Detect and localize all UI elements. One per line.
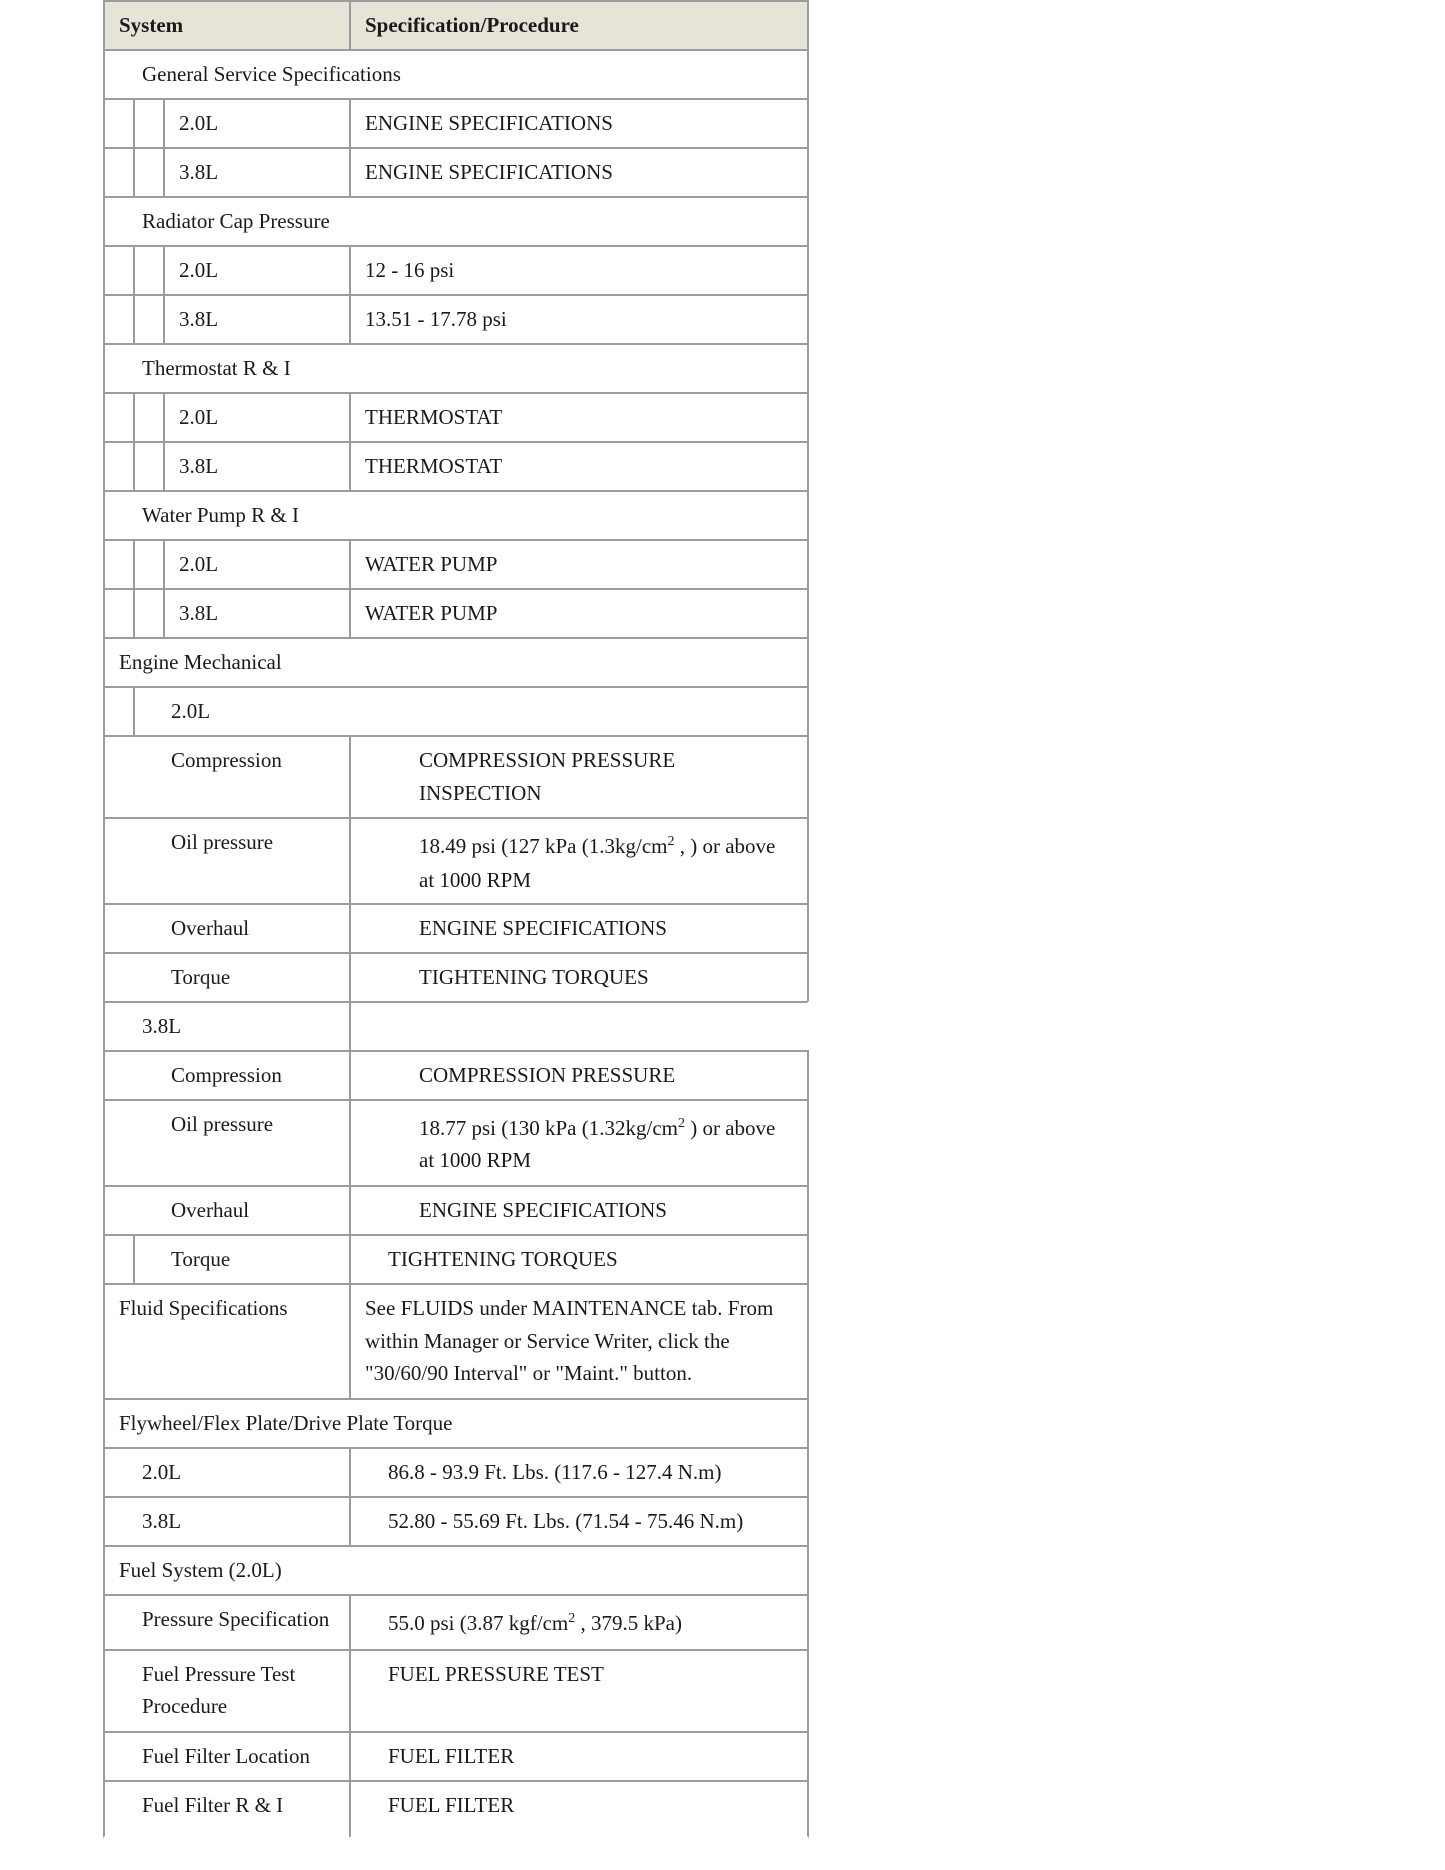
indent-cell: [103, 588, 135, 639]
section-cell: [103, 1398, 809, 1449]
subsection-title: 3.8L: [142, 1014, 182, 1038]
spec-cell: [349, 539, 809, 590]
spec-cell: [349, 903, 809, 954]
item-label: Torque: [171, 1247, 231, 1271]
engine-cell: [163, 392, 351, 443]
spec-table: [103, 0, 809, 1838]
spec-text: 18.77 psi (130 kPa (1.32kg/cm: [419, 1116, 678, 1140]
spec-value: THERMOSTAT: [365, 454, 503, 478]
spec-value: TIGHTENING TORQUES: [419, 965, 649, 989]
spec-value: See FLUIDS under MAINTENANCE tab. From: [365, 1296, 774, 1320]
spec-value: FUEL FILTER: [388, 1793, 515, 1817]
spec-value: COMPRESSION PRESSURE: [419, 1063, 676, 1087]
item-cell: [103, 1780, 351, 1838]
spec-value: 13.51 - 17.78 psi: [365, 307, 507, 331]
spec-value: 12 - 16 psi: [365, 258, 455, 282]
engine-label: 3.8L: [142, 1509, 182, 1533]
spec-cell: [349, 1496, 809, 1547]
engine-cell: [163, 588, 351, 639]
section-cell: [103, 196, 809, 247]
engine-label: 3.8L: [179, 601, 219, 625]
spec-cell: [349, 1594, 809, 1651]
engine-cell: [163, 294, 351, 345]
engine-cell: [163, 245, 351, 296]
engine-cell: [163, 98, 351, 149]
item-label: Oil pressure: [171, 830, 274, 854]
item-label: Overhaul: [171, 1198, 250, 1222]
superscript: 2: [667, 834, 675, 849]
spec-text: 55.0 psi (3.87 kgf/cm: [388, 1611, 569, 1635]
spec-cell: [349, 1447, 809, 1498]
spec-value: [419, 1111, 775, 1145]
section-cell: [103, 343, 809, 394]
item-label-line2: Procedure: [142, 1694, 228, 1718]
indent-cell: [103, 147, 135, 198]
engine-label: 2.0L: [179, 552, 219, 576]
spec-cell: [349, 147, 809, 198]
section-cell: [103, 490, 809, 541]
subsection-title: 2.0L: [171, 699, 211, 723]
item-label: Fluid Specifications: [119, 1296, 288, 1320]
indent-cell: [133, 588, 165, 639]
item-cell: [103, 1185, 351, 1236]
spec-cell: [349, 294, 809, 345]
engine-cell: [103, 1496, 351, 1547]
indent-cell: [103, 1234, 135, 1285]
indent-cell: [133, 441, 165, 492]
spec-value: TIGHTENING TORQUES: [388, 1247, 618, 1271]
item-label: Compression: [171, 748, 282, 772]
header-spec-cell: [349, 0, 809, 51]
item-cell: [103, 1731, 351, 1782]
item-cell: [103, 1594, 351, 1651]
engine-label: 2.0L: [179, 111, 219, 135]
spec-value: ENGINE SPECIFICATIONS: [419, 916, 667, 940]
header-system-label: System: [119, 13, 184, 37]
item-cell: [103, 1099, 351, 1187]
spec-value: ENGINE SPECIFICATIONS: [365, 160, 613, 184]
indent-cell: [103, 392, 135, 443]
item-label: Fuel Filter Location: [142, 1744, 310, 1768]
indent-cell: [103, 245, 135, 296]
spec-cell: [349, 952, 809, 1003]
header-system-cell: [103, 0, 351, 51]
engine-label: 2.0L: [142, 1460, 182, 1484]
spec-cell: [349, 1649, 809, 1733]
indent-cell: [103, 441, 135, 492]
spec-cell: [349, 1780, 809, 1838]
superscript: 2: [568, 1611, 576, 1626]
section-title: Radiator Cap Pressure: [142, 209, 330, 233]
subsection-cell: [133, 686, 809, 737]
spec-value: COMPRESSION PRESSURE: [419, 748, 676, 772]
engine-cell: [103, 1447, 351, 1498]
spec-value: WATER PUMP: [365, 552, 498, 576]
spec-value: THERMOSTAT: [365, 405, 503, 429]
indent-cell: [133, 245, 165, 296]
section-title: Flywheel/Flex Plate/Drive Plate Torque: [119, 1411, 453, 1435]
subsection-cell: [103, 1001, 351, 1052]
spec-cell: [349, 588, 809, 639]
indent-cell: [103, 686, 135, 737]
spec-value-line3: "30/60/90 Interval" or "Maint." button.: [365, 1361, 693, 1385]
spec-value-line2: at 1000 RPM: [419, 868, 532, 892]
spec-cell: [349, 735, 809, 819]
indent-cell: [103, 539, 135, 590]
item-cell: [103, 903, 351, 954]
item-label: Fuel Filter R & I: [142, 1793, 284, 1817]
spec-value-line2: INSPECTION: [419, 781, 542, 805]
engine-label: 3.8L: [179, 454, 219, 478]
section-title: General Service Specifications: [142, 62, 401, 86]
section-cell: [103, 637, 809, 688]
spec-cell: [349, 1099, 809, 1187]
item-label: Compression: [171, 1063, 282, 1087]
item-label: Fuel Pressure Test: [142, 1662, 296, 1686]
spec-cell: [349, 392, 809, 443]
spec-value: ENGINE SPECIFICATIONS: [419, 1198, 667, 1222]
item-cell: [103, 1283, 351, 1400]
section-title: Thermostat R & I: [142, 356, 291, 380]
empty-cell: [349, 1001, 809, 1052]
engine-label: 2.0L: [179, 258, 219, 282]
engine-cell: [163, 441, 351, 492]
spec-value: 86.8 - 93.9 Ft. Lbs. (117.6 - 127.4 N.m): [388, 1460, 722, 1484]
spec-value: [419, 829, 775, 863]
spec-text: 18.49 psi (127 kPa (1.3kg/cm: [419, 834, 668, 858]
item-cell: [103, 1050, 351, 1101]
indent-cell: [133, 294, 165, 345]
spec-cell: [349, 817, 809, 905]
item-cell: [103, 952, 351, 1003]
spec-text: , ) or above: [674, 834, 776, 858]
spec-text: ) or above: [684, 1116, 776, 1140]
engine-cell: [163, 539, 351, 590]
spec-text: , 379.5 kPa): [575, 1611, 682, 1635]
section-title: Engine Mechanical: [119, 650, 282, 674]
spec-cell: [349, 245, 809, 296]
item-label: Oil pressure: [171, 1112, 274, 1136]
spec-value: FUEL PRESSURE TEST: [388, 1662, 604, 1686]
section-cell: [103, 49, 809, 100]
spec-cell: [349, 98, 809, 149]
engine-label: 3.8L: [179, 160, 219, 184]
spec-cell: [349, 1283, 809, 1400]
item-cell: [133, 1234, 351, 1285]
spec-cell: [349, 441, 809, 492]
indent-cell: [103, 294, 135, 345]
spec-value: 52.80 - 55.69 Ft. Lbs. (71.54 - 75.46 N.m): [388, 1509, 744, 1533]
indent-cell: [133, 147, 165, 198]
item-label: Overhaul: [171, 916, 250, 940]
engine-cell: [163, 147, 351, 198]
item-cell: [103, 1649, 351, 1733]
engine-label: 3.8L: [179, 307, 219, 331]
superscript: 2: [677, 1116, 685, 1131]
indent-cell: [133, 392, 165, 443]
indent-cell: [103, 98, 135, 149]
spec-cell: [349, 1731, 809, 1782]
spec-value: WATER PUMP: [365, 601, 498, 625]
spec-value: ENGINE SPECIFICATIONS: [365, 111, 613, 135]
spec-cell: [349, 1185, 809, 1236]
section-title: Water Pump R & I: [142, 503, 299, 527]
item-cell: [103, 735, 351, 819]
item-label: Pressure Specification: [142, 1607, 330, 1631]
indent-cell: [133, 539, 165, 590]
section-cell: [103, 1545, 809, 1596]
section-title: Fuel System (2.0L): [119, 1558, 282, 1582]
spec-cell: [349, 1050, 809, 1101]
engine-label: 2.0L: [179, 405, 219, 429]
spec-value-line2: within Manager or Service Writer, click the: [365, 1329, 730, 1353]
header-spec-label: Specification/Procedure: [365, 13, 579, 37]
indent-cell: [133, 98, 165, 149]
spec-value-line2: at 1000 RPM: [419, 1148, 532, 1172]
item-cell: [103, 817, 351, 905]
spec-value: FUEL FILTER: [388, 1744, 515, 1768]
spec-value: [388, 1606, 682, 1640]
item-label: Torque: [171, 965, 231, 989]
spec-cell: [349, 1234, 809, 1285]
